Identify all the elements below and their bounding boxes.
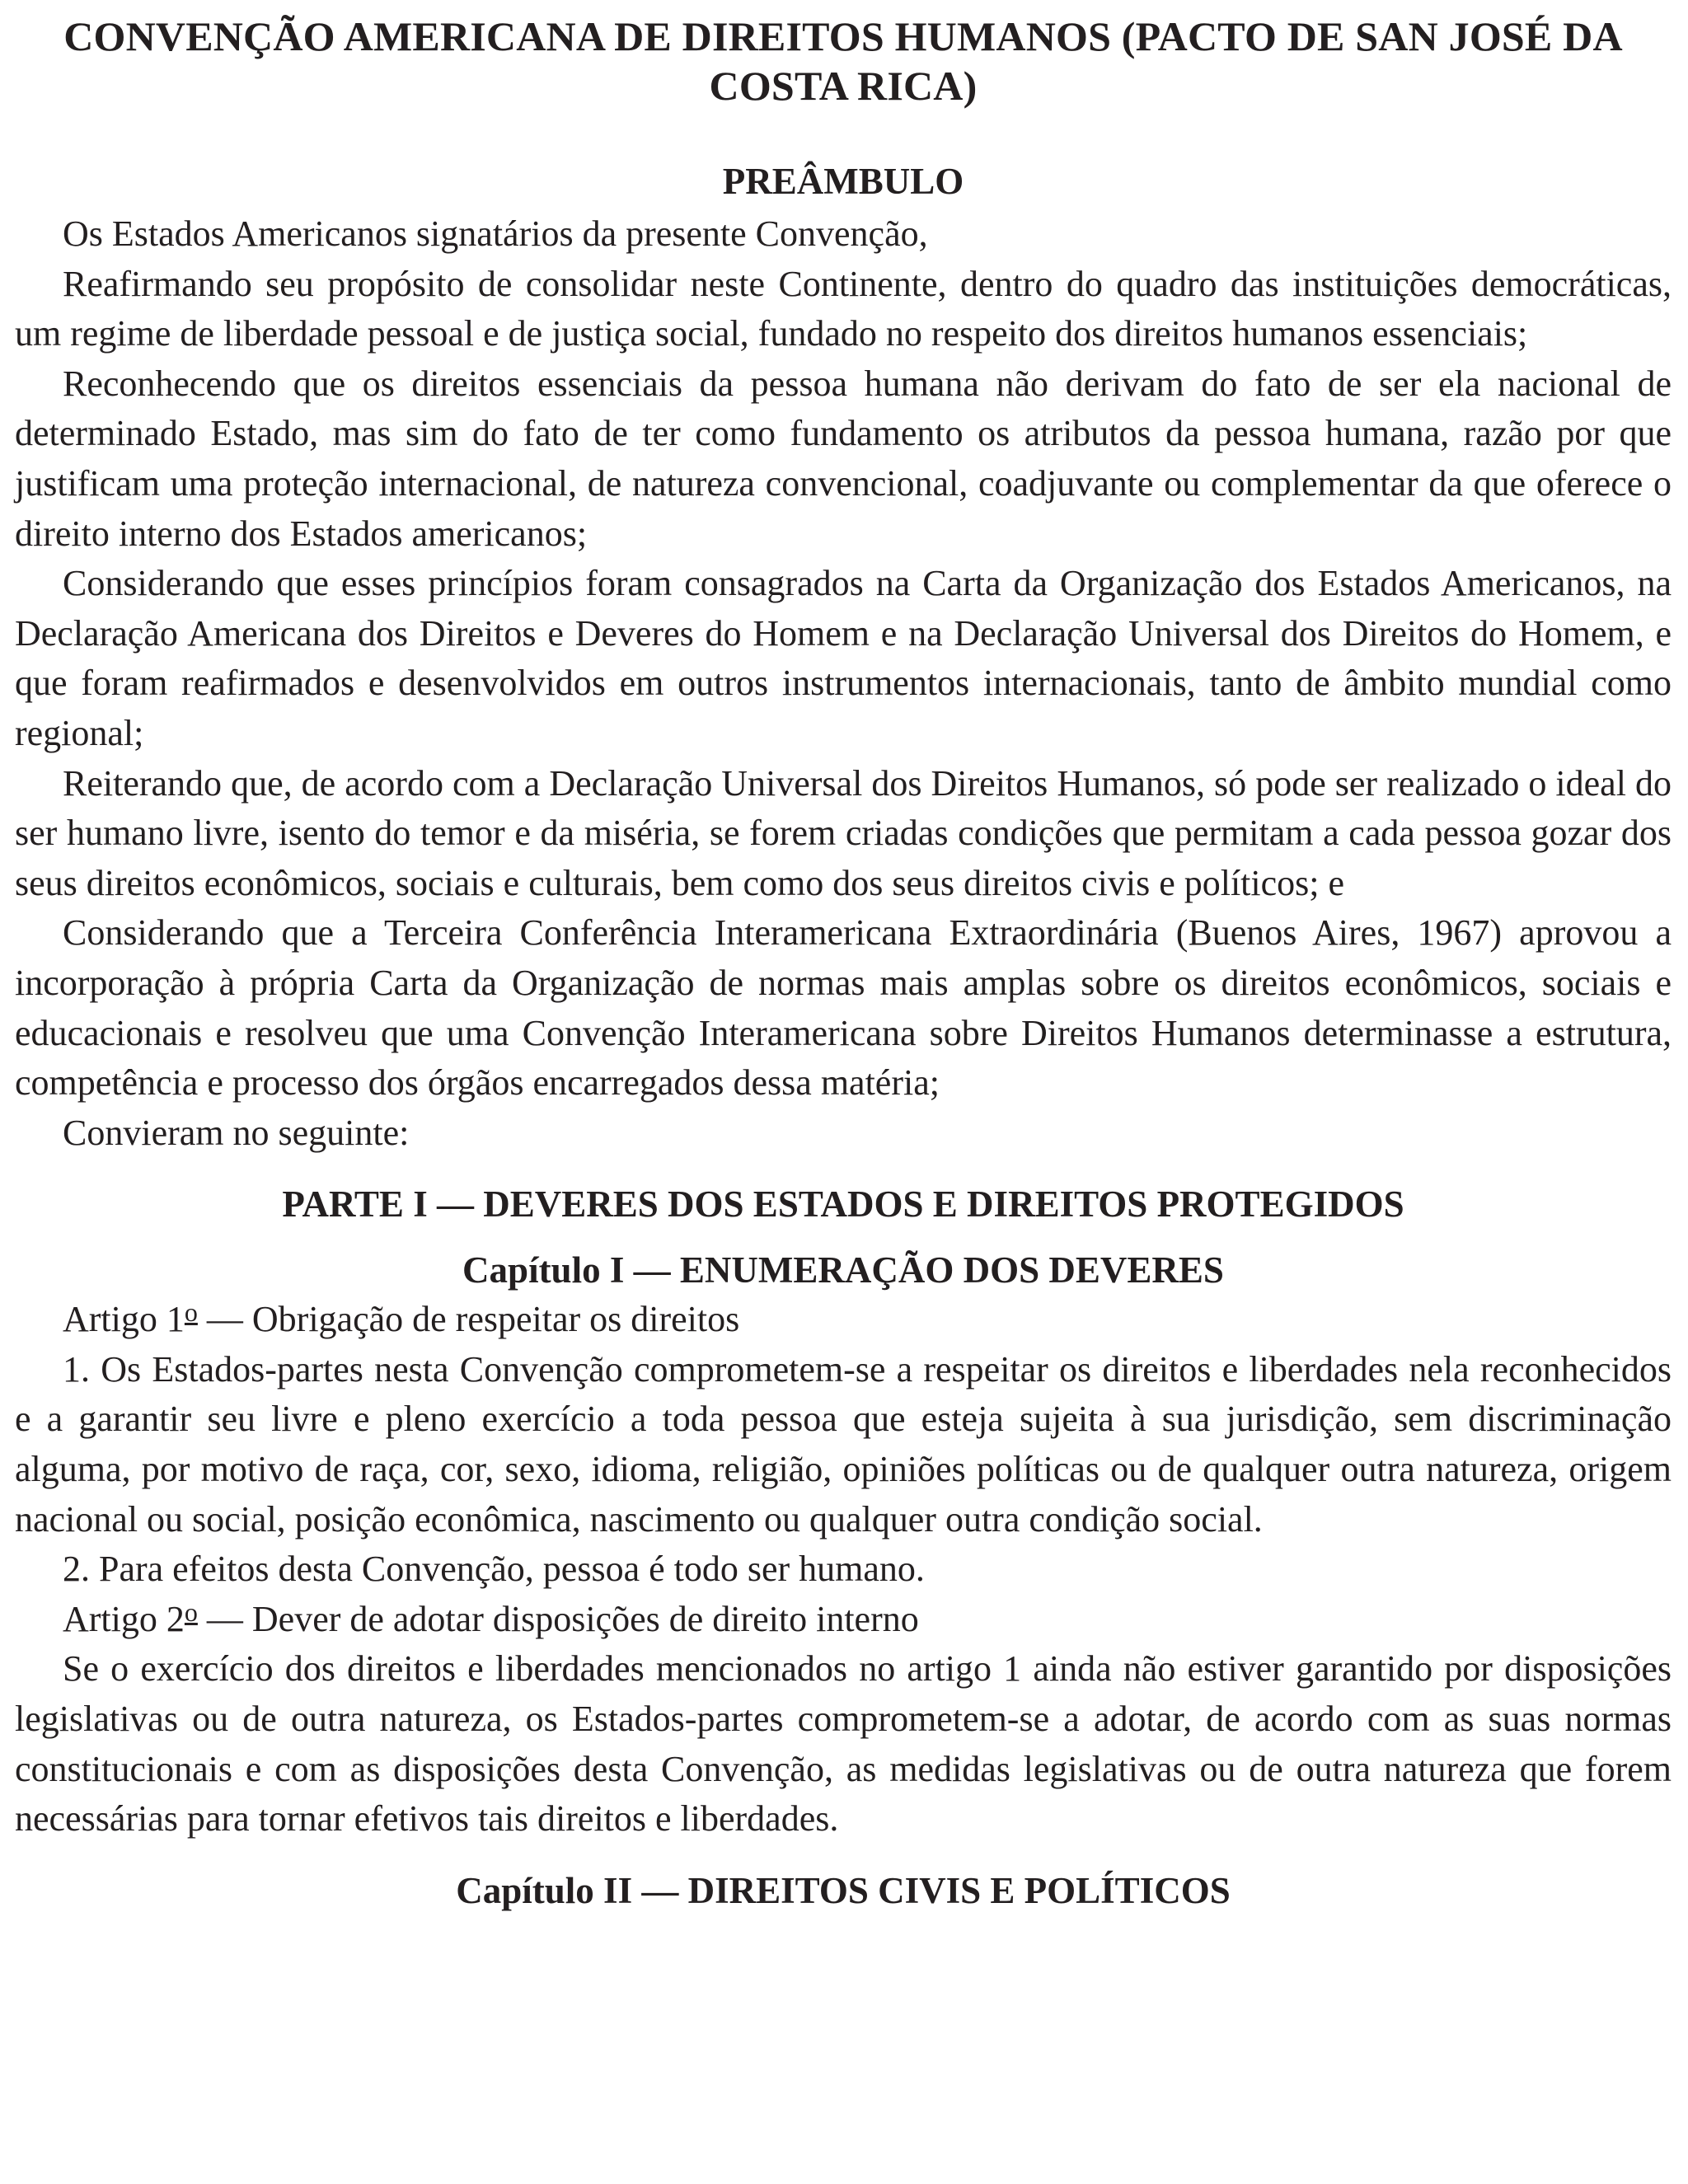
preamble-paragraph: Considerando que esses princípios foram consagrados na Carta da Organização dos Estados Americanos, na Declaração Americana dos Direitos e Deveres do Homem e na Declaração Universal dos Direitos do Homem, e que foram reafirmados e desenvolvidos em outros instrumentos internacionais, tanto de âmbito mundial como regional;: [15, 563, 1672, 753]
article-paragraph: 2. Para efeitos desta Convenção, pessoa é todo ser humano.: [63, 1549, 925, 1590]
article-paragraph: 1. Os Estados-partes nesta Convenção comprometem-se a respeitar os direitos e liberdades nela reconhecidos e a garantir seu livre e pleno exercício a toda pessoa que esteja sujeita à sua jurisdição, sem discriminação alguma, por motivo de raça, cor, sexo, idioma, religião, opiniões políticas ou de qualquer outra natureza, origem nacional ou social, posição econômica, nascimento ou qualquer outra condição social.: [15, 1348, 1672, 1540]
article-number: Artigo 2: [63, 1598, 185, 1639]
article-paragraph: Se o exercício dos direitos e liberdades mencionados no artigo 1 ainda não estiver garantido por disposições legislativas ou de outra natureza, os Estados-partes comprometem-se a adotar, de acordo com as suas normas constitucionais e com as disposições desta Convenção, as medidas legislativas ou de outra natureza que forem necessárias para tornar efetivos tais direitos e liberdades.: [15, 1648, 1672, 1840]
preamble-paragraph: Os Estados Americanos signatários da presente Convenção,: [63, 213, 928, 254]
chapter-heading: Capítulo I — ENUMERAÇÃO DOS DEVERES: [462, 1249, 1224, 1291]
chapter-heading: Capítulo II — DIREITOS CIVIS E POLÍTICOS: [456, 1869, 1231, 1911]
preamble-heading: PREÂMBULO: [722, 161, 964, 202]
article-title: — Obrigação de respeitar os direitos: [197, 1299, 740, 1340]
article-ordinal: o: [184, 1596, 198, 1627]
preamble-paragraph: Reconhecendo que os direitos essenciais da pessoa humana não derivam do fato de ser ela nacional de determinado Estado, mas sim do fato de ter como fundamento os atributos da pessoa humana, razão por que justificam uma proteção internacional, de natureza convencional, coadjuvante ou complementar da que oferece o direito interno dos Estados americanos;: [15, 363, 1672, 554]
preamble-paragraph: Reafirmando seu propósito de consolidar neste Continente, dentro do quadro das instituições democráticas, um regime de liberdade pessoal e de justiça social, fundado no respeito dos direitos humanos essenciais;: [15, 263, 1672, 354]
article-heading: [15, 1595, 1672, 1645]
preamble-paragraph: Convieram no seguinte:: [63, 1112, 410, 1153]
document-title: CONVENÇÃO AMERICANA DE DIREITOS HUMANOS (PACTO DE SAN JOSÉ DA COSTA RICA): [63, 13, 1623, 109]
document-page: [15, 12, 1672, 1915]
article-heading: [15, 1295, 1672, 1345]
article-ordinal: o: [184, 1297, 198, 1328]
article-number: Artigo 1: [63, 1299, 185, 1340]
article-title: — Dever de adotar disposições de direito interno: [197, 1598, 919, 1639]
preamble-paragraph: Considerando que a Terceira Conferência Interamericana Extraordinária (Buenos Aires, 1967) aprovou a incorporação à própria Carta da Organização de normas mais amplas sobre os direitos econômicos, sociais e educacionais e resolveu que uma Convenção Interamericana sobre Direitos Humanos determinasse a estrutura, competência e processo dos órgãos encarregados dessa matéria;: [15, 912, 1672, 1104]
preamble-paragraph: Reiterando que, de acordo com a Declaração Universal dos Direitos Humanos, só pode ser realizado o ideal do ser humano livre, isento do temor e da miséria, se forem criadas condições que permitam a cada pessoa gozar dos seus direitos econômicos, sociais e culturais, bem como dos seus direitos civis e políticos; e: [15, 762, 1672, 903]
part-heading: PARTE I — DEVERES DOS ESTADOS E DIREITOS PROTEGIDOS: [282, 1183, 1404, 1226]
